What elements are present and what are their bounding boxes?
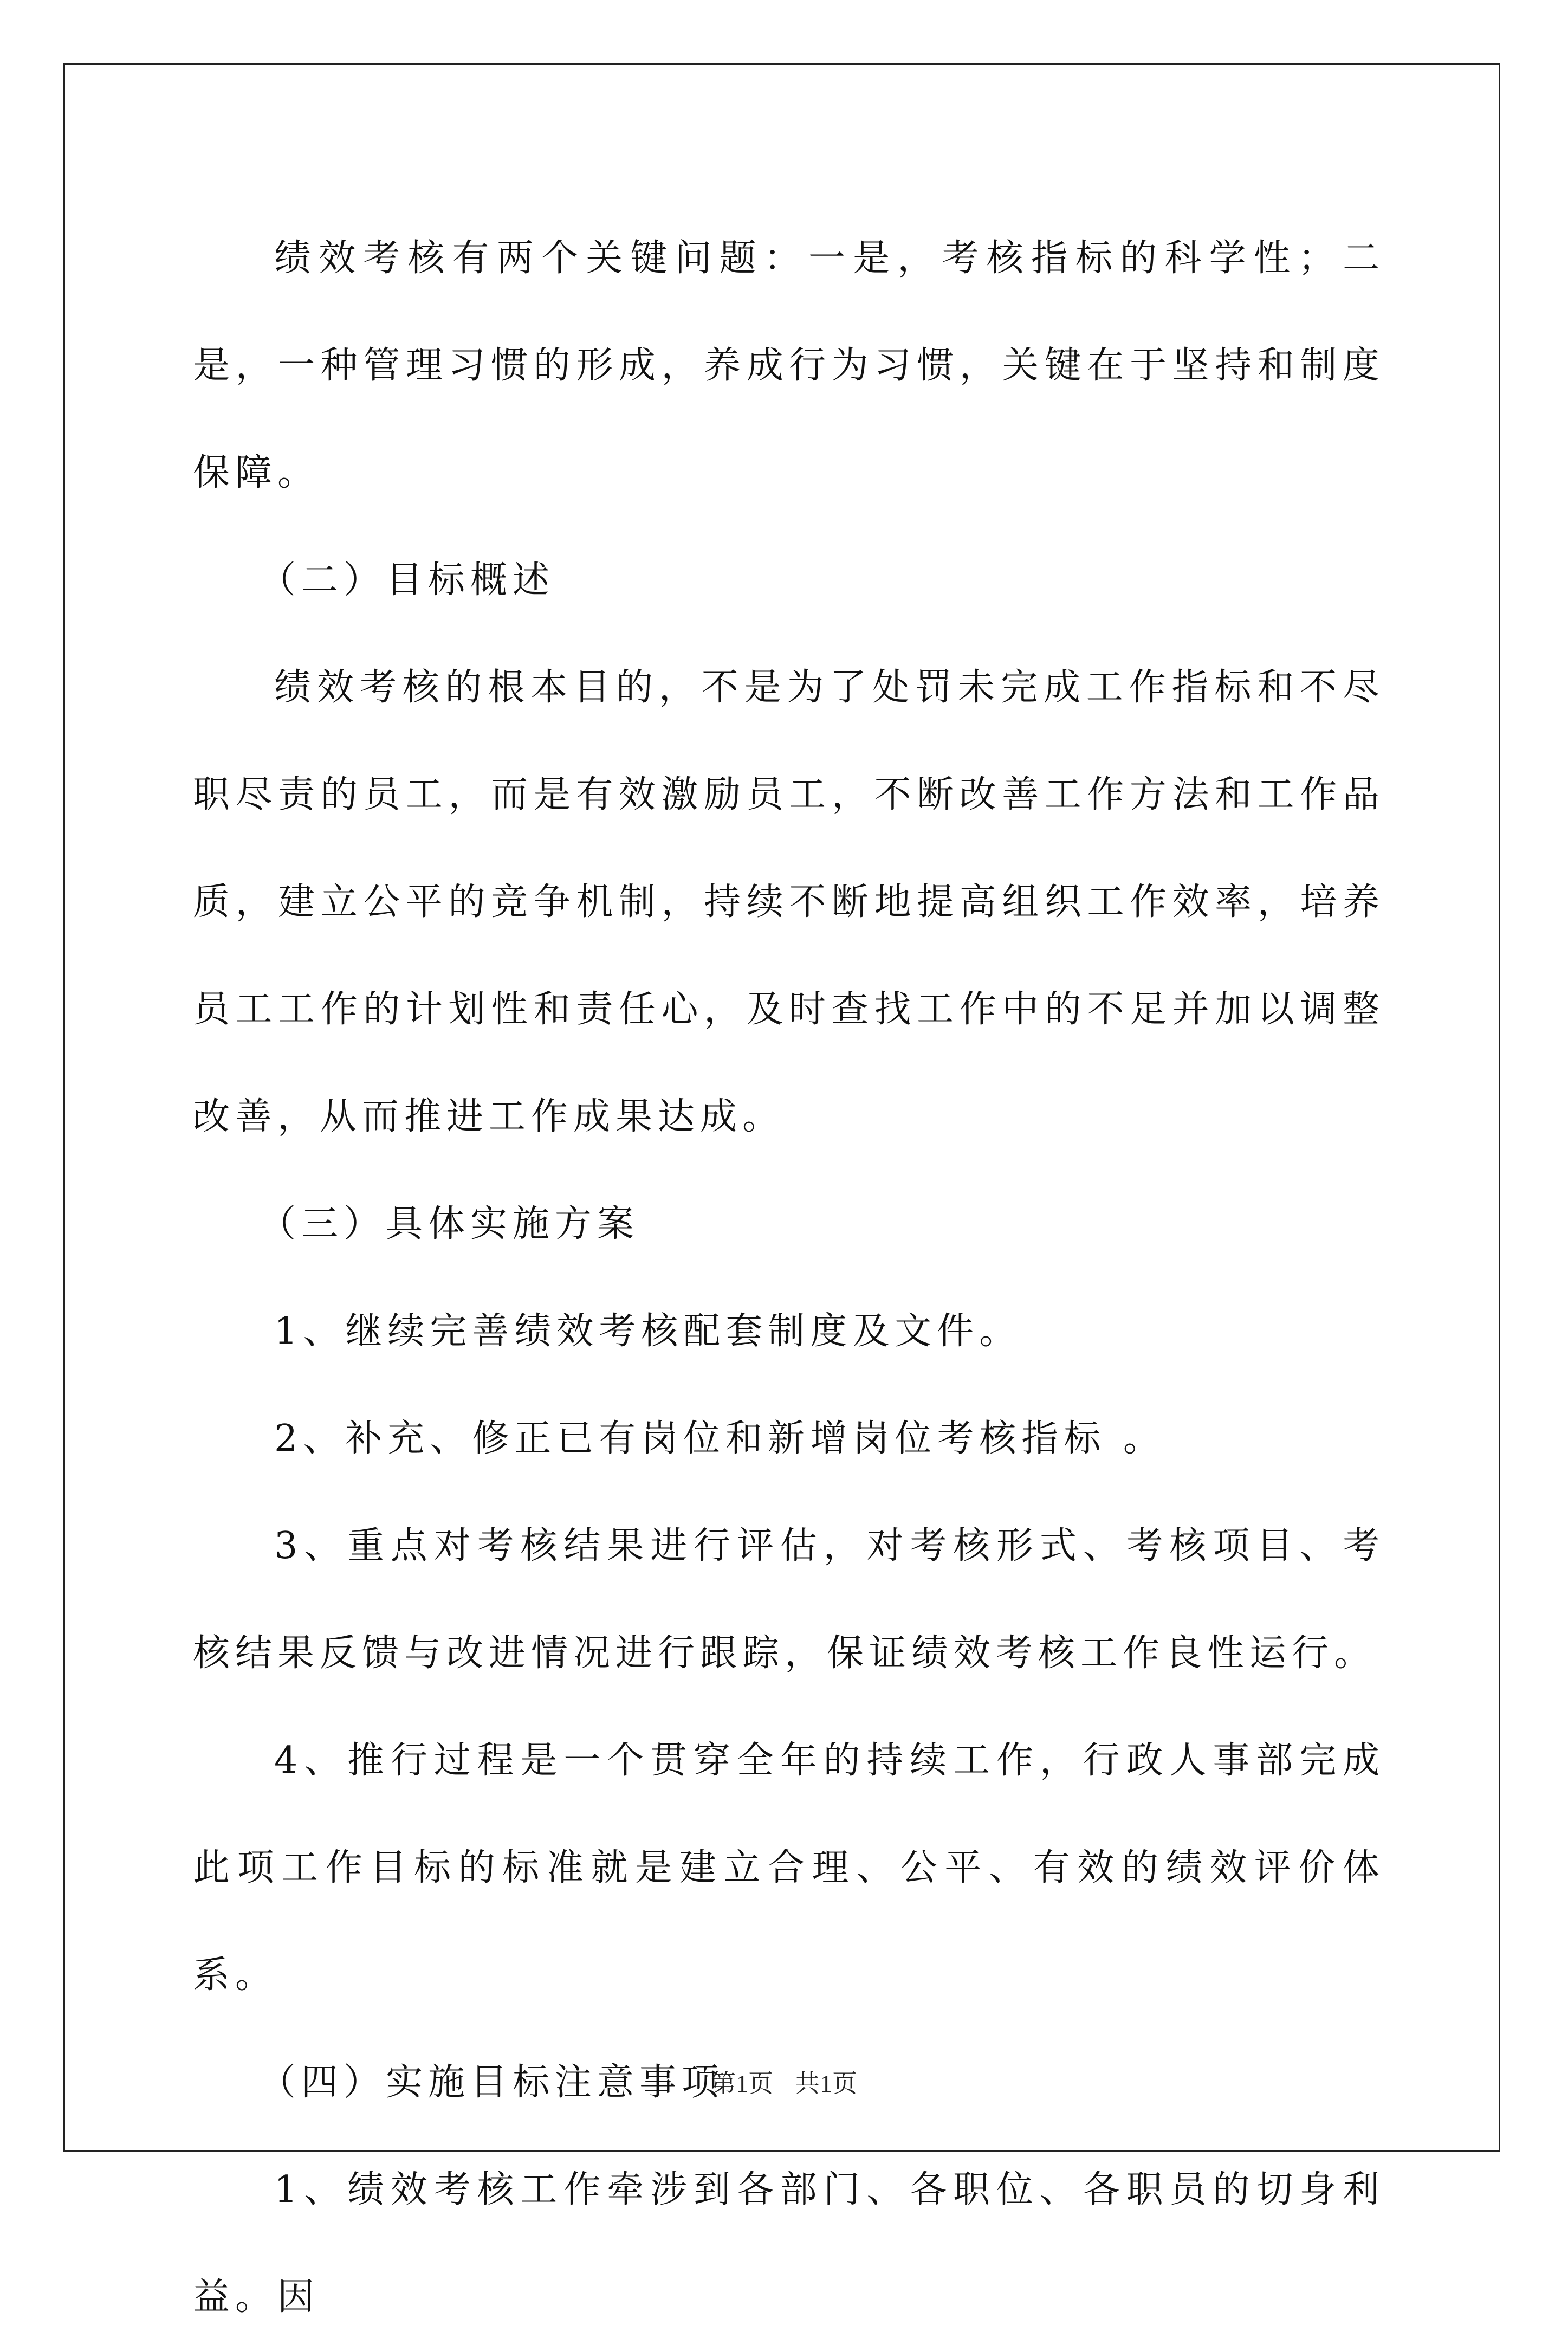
paragraph-fundamental-purpose: 绩效考核的根本目的，不是为了处罚未完成工作指标和不尽职尽责的员工，而是有效激励员工，不断改善工作方法和工作品质，建立公平的竞争机制，持续不断地提高组织工作效率，培养员工工作的计划性和责任心，及时查找工作中的不足并加以调整改善，从而推进工作成果达成。 (193, 666, 1385, 1138)
list-item-3: 3、重点对考核结果进行评估，对考核形式、考核项目、考核结果反馈与改进情况进行跟踪，保证绩效考核工作良性运行。 (193, 1525, 1385, 1675)
page-footer (0, 2064, 1568, 2100)
page-number: 第1页 (711, 2070, 773, 2097)
page-total: 共1页 (795, 2070, 857, 2097)
section-heading-goal-overview: （二）目标概述 (259, 559, 555, 602)
section-heading-precautions: （四）实施目标注意事项 (259, 2061, 724, 2104)
document-body (193, 205, 1385, 2351)
list-item-1: 1、继续完善绩效考核配套制度及文件。 (274, 1310, 1022, 1353)
list-item-precaution-1: 1、绩效考核工作牵涉到各部门、各职位、各职员的切身利益。因 (193, 2168, 1385, 2318)
paragraph-key-issues: 绩效考核有两个关键问题：一是，考核指标的科学性；二是，一种管理习惯的形成，养成行为习惯，关键在于坚持和制度保障。 (193, 237, 1385, 494)
list-item-2: 2、补充、修正已有岗位和新增岗位考核指标 。 (274, 1417, 1165, 1460)
list-item-4: 4、推行过程是一个贯穿全年的持续工作，行政人事部完成此项工作目标的标准就是建立合理、公平、有效的绩效评价体系。 (193, 1739, 1385, 1997)
section-heading-implementation-plan: （三）具体实施方案 (259, 1203, 640, 1245)
